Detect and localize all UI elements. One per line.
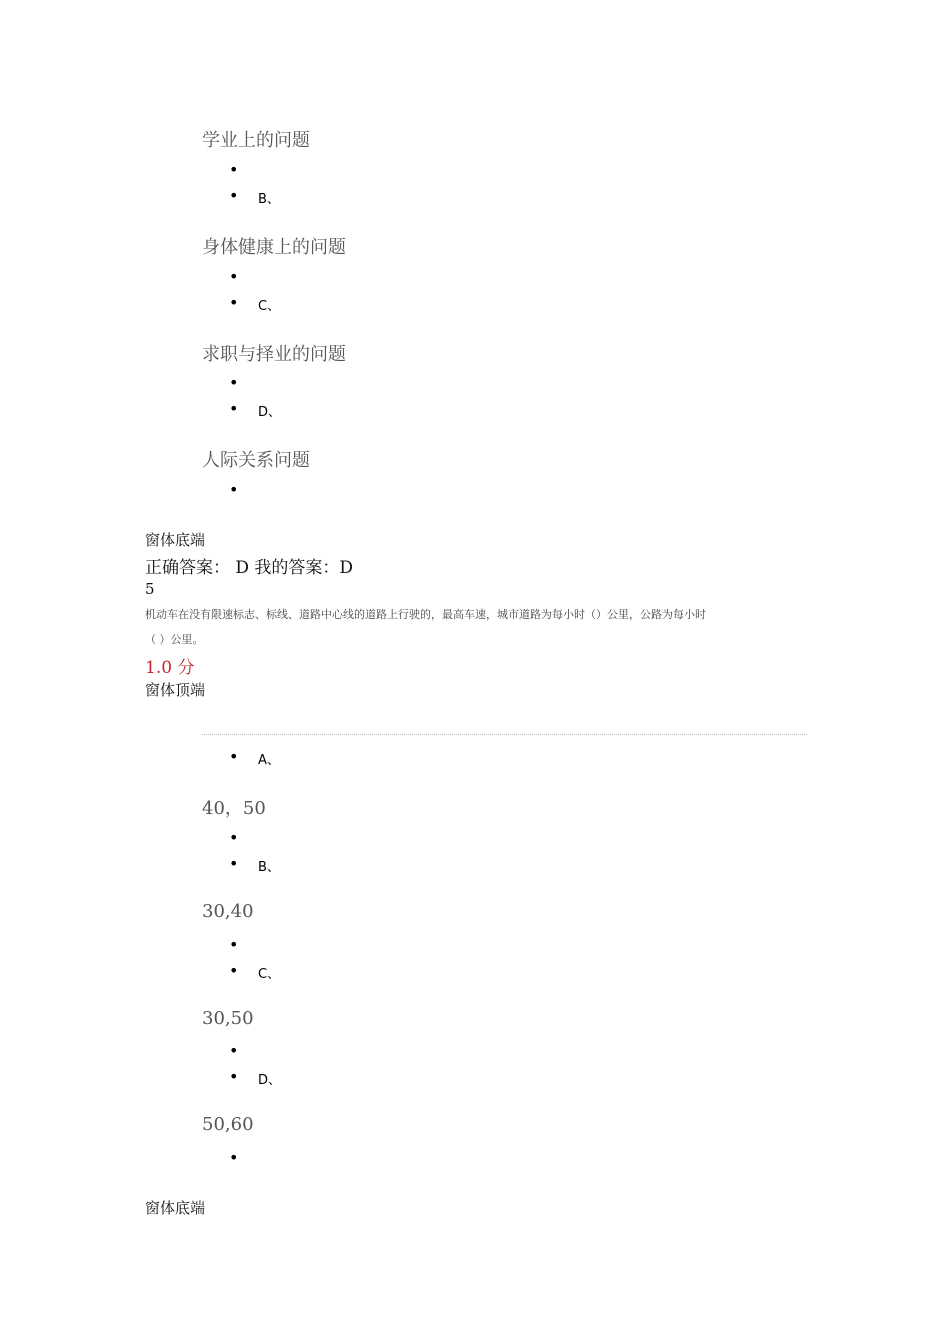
- form-bottom-label: 窗体底端: [145, 1199, 206, 1217]
- list-bullet-b: •: [229, 854, 239, 873]
- radio-bullet-d[interactable]: •: [229, 1148, 239, 1167]
- radio-bullet-c[interactable]: •: [229, 1041, 239, 1060]
- option-c-letter: C、: [258, 967, 281, 982]
- option-a-letter: A、: [258, 753, 280, 768]
- list-bullet-d: •: [229, 1067, 239, 1086]
- option-d-letter: D、: [258, 405, 282, 420]
- option-d-text: 人际关系问题: [202, 450, 310, 471]
- question-text-line1: 机动车在没有限速标志、标线、道路中心线的道路上行驶的，最高车速，城市道路为每小时（）公里，公路为每小时: [145, 608, 706, 621]
- form-top-label: 窗体顶端: [145, 681, 206, 699]
- form-bottom-label: 窗体底端: [145, 531, 206, 549]
- question-number: 5: [145, 580, 155, 598]
- option-b-text: 身体健康上的问题: [202, 237, 346, 258]
- option-c-letter: C、: [258, 299, 281, 314]
- radio-bullet-d[interactable]: •: [229, 480, 239, 499]
- option-b-letter: B、: [258, 860, 280, 875]
- list-bullet-c: •: [229, 293, 239, 312]
- form-divider: [202, 734, 807, 735]
- radio-bullet-c[interactable]: •: [229, 373, 239, 392]
- option-a-text: 学业上的问题: [202, 130, 310, 151]
- option-a-text: 40，50: [202, 798, 266, 819]
- list-bullet-a: •: [229, 747, 239, 766]
- list-bullet-d: •: [229, 399, 239, 418]
- option-c-text: 30,50: [202, 1008, 254, 1029]
- radio-bullet-b[interactable]: •: [229, 267, 239, 286]
- option-c-text: 求职与择业的问题: [202, 344, 346, 365]
- radio-bullet-a[interactable]: •: [229, 160, 239, 179]
- question-score: 1.0 分: [145, 658, 195, 678]
- answer-line: 正确答案： D 我的答案：D: [145, 558, 354, 578]
- option-d-letter: D、: [258, 1073, 282, 1088]
- option-d-text: 50,60: [202, 1114, 254, 1135]
- list-bullet-c: •: [229, 961, 239, 980]
- list-bullet-b: •: [229, 186, 239, 205]
- option-b-text: 30,40: [202, 901, 254, 922]
- option-b-letter: B、: [258, 192, 280, 207]
- radio-bullet-b[interactable]: •: [229, 935, 239, 954]
- radio-bullet-a[interactable]: •: [229, 828, 239, 847]
- question-text-line2: （ ）公里。: [145, 633, 204, 646]
